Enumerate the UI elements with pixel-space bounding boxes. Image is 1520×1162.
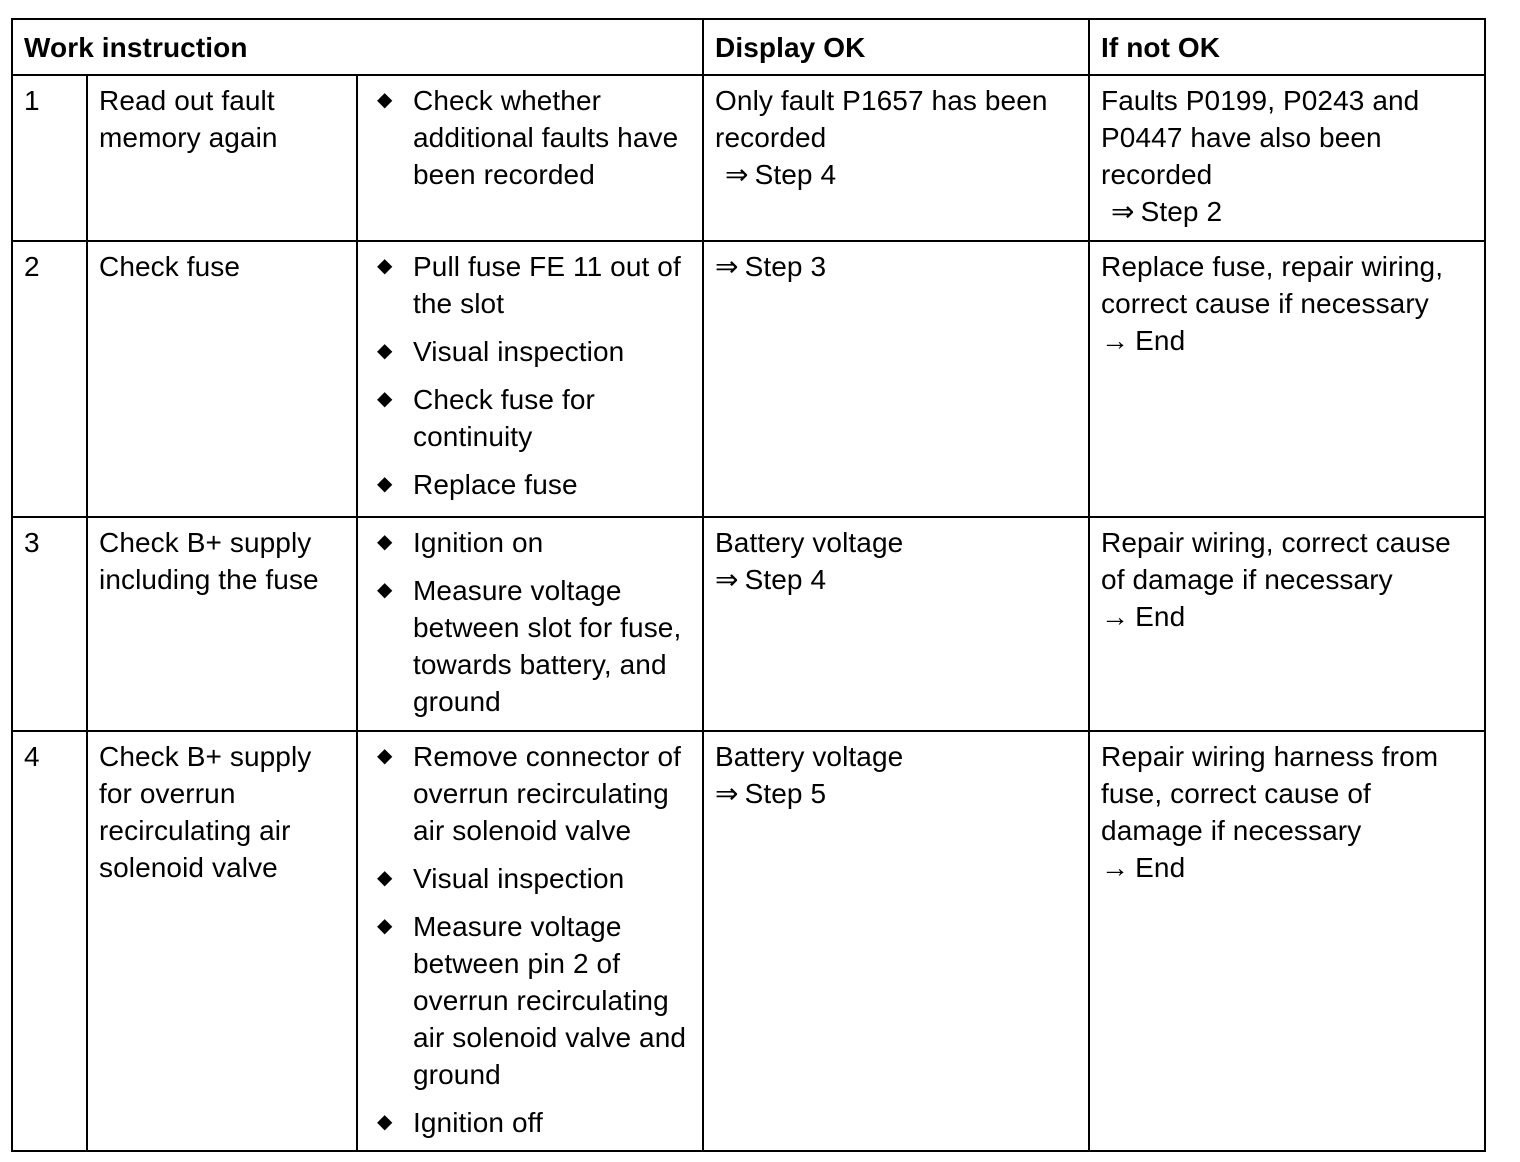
table-row xyxy=(12,75,1485,241)
right-arrow-icon: → xyxy=(1101,852,1130,883)
table-row xyxy=(12,731,1485,1151)
if-not-ok-cell xyxy=(1089,75,1485,241)
if-not-ok-target: → End xyxy=(1101,322,1474,359)
if-not-ok-target: ⇒ Step 2 xyxy=(1101,193,1474,230)
header-if-not-ok: If not OK xyxy=(1089,19,1485,75)
display-ok-cell xyxy=(703,75,1089,241)
step-number: 1 xyxy=(12,75,87,241)
if-not-ok-cell xyxy=(1089,241,1485,517)
step-actions xyxy=(357,731,703,1151)
action-item: ◆ Measure voltage between slot for fuse, towards battery, and ground xyxy=(369,572,692,720)
diamond-bullet-icon: ◆ xyxy=(377,915,393,937)
if-not-ok-text: Repair wiring, correct cause of damage if necessary xyxy=(1101,527,1451,595)
display-ok-cell xyxy=(703,731,1089,1151)
display-ok-target: ⇒ Step 5 xyxy=(715,775,1078,812)
diamond-bullet-icon: ◆ xyxy=(377,531,393,553)
action-item: ◆ Remove connector of overrun recirculating air solenoid valve xyxy=(369,738,692,849)
diamond-bullet-icon: ◆ xyxy=(377,473,393,495)
display-ok-target: ⇒ Step 4 xyxy=(715,561,1078,598)
double-arrow-icon: ⇒ xyxy=(715,778,739,809)
if-not-ok-text: Repair wiring harness from fuse, correct cause of damage if necessary xyxy=(1101,741,1439,846)
action-item: ◆ Pull fuse FE 11 out of the slot xyxy=(369,248,692,322)
action-item: ◆ Check fuse for continuity xyxy=(369,381,692,455)
step-number: 2 xyxy=(12,241,87,517)
display-ok-text: Only fault P1657 has been recorded xyxy=(715,85,1048,153)
display-ok-cell xyxy=(703,241,1089,517)
diamond-bullet-icon: ◆ xyxy=(377,1111,393,1133)
header-display-ok: Display OK xyxy=(703,19,1089,75)
right-arrow-icon: → xyxy=(1101,601,1130,632)
diamond-bullet-icon: ◆ xyxy=(377,255,393,277)
action-item: ◆ Replace fuse xyxy=(369,466,692,503)
double-arrow-icon: ⇒ xyxy=(715,251,739,282)
step-title: Check fuse xyxy=(87,241,357,517)
if-not-ok-text: Faults P0199, P0243 and P0447 have also been recorded xyxy=(1101,85,1420,190)
action-item: ◆ Measure voltage between pin 2 of overrun recirculating air solenoid valve and ground xyxy=(369,908,692,1093)
step-actions xyxy=(357,75,703,241)
action-item: ◆ Visual inspection xyxy=(369,333,692,370)
display-ok-cell xyxy=(703,517,1089,731)
work-instruction-table xyxy=(11,18,1486,1152)
display-ok-target: ⇒ Step 4 xyxy=(715,156,1078,193)
header-work-instruction: Work instruction xyxy=(12,19,703,75)
display-ok-target: ⇒ Step 3 xyxy=(715,248,1078,285)
table-row xyxy=(12,241,1485,517)
if-not-ok-text: Replace fuse, repair wiring, correct cause if necessary xyxy=(1101,251,1444,319)
step-title: Check B+ supply for overrun recirculating air solenoid valve xyxy=(87,731,357,1151)
diamond-bullet-icon: ◆ xyxy=(377,388,393,410)
table-row xyxy=(12,517,1485,731)
step-number: 3 xyxy=(12,517,87,731)
table-header-row xyxy=(12,19,1485,75)
if-not-ok-target: → End xyxy=(1101,598,1474,635)
diamond-bullet-icon: ◆ xyxy=(377,867,393,889)
display-ok-text: Battery voltage xyxy=(715,741,904,772)
if-not-ok-target: → End xyxy=(1101,849,1474,886)
action-item: ◆ Ignition on xyxy=(369,524,692,561)
if-not-ok-cell xyxy=(1089,731,1485,1151)
step-title: Check B+ supply including the fuse xyxy=(87,517,357,731)
step-actions xyxy=(357,241,703,517)
action-item: ◆ Check whether additional faults have been recorded xyxy=(369,82,692,193)
double-arrow-icon: ⇒ xyxy=(1111,196,1135,227)
action-item: ◆ Ignition off xyxy=(369,1104,692,1141)
double-arrow-icon: ⇒ xyxy=(725,159,749,190)
double-arrow-icon: ⇒ xyxy=(715,564,739,595)
step-number: 4 xyxy=(12,731,87,1151)
diamond-bullet-icon: ◆ xyxy=(377,340,393,362)
right-arrow-icon: → xyxy=(1101,325,1130,356)
step-actions xyxy=(357,517,703,731)
diamond-bullet-icon: ◆ xyxy=(377,89,393,111)
if-not-ok-cell xyxy=(1089,517,1485,731)
action-item: ◆ Visual inspection xyxy=(369,860,692,897)
diamond-bullet-icon: ◆ xyxy=(377,579,393,601)
display-ok-text: Battery voltage xyxy=(715,527,904,558)
diamond-bullet-icon: ◆ xyxy=(377,745,393,767)
step-title: Read out fault memory again xyxy=(87,75,357,241)
